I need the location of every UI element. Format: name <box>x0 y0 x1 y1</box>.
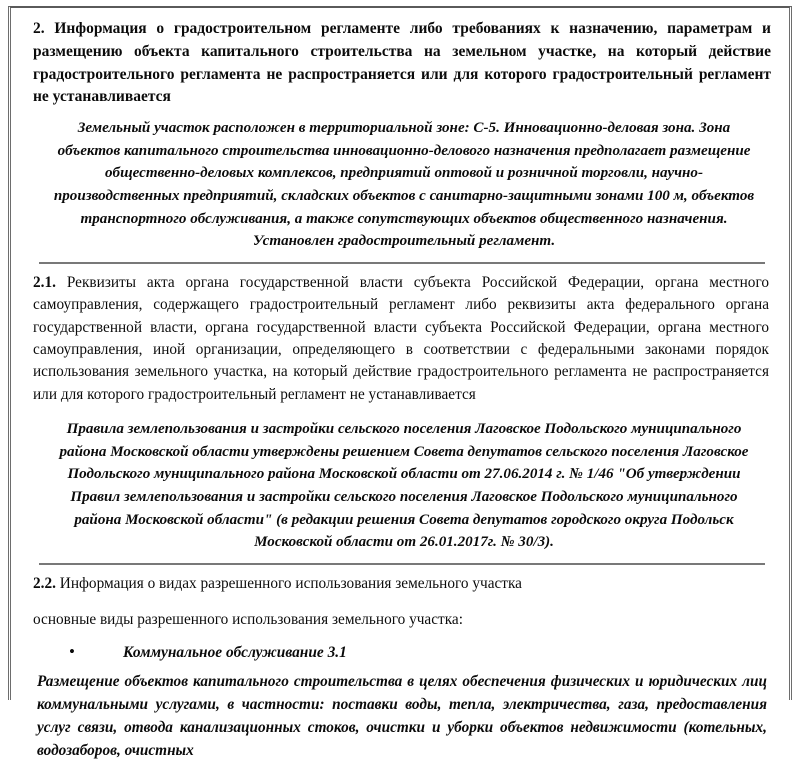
section-2-2-heading-text: Информация о видах разрешенного использования земельного участка <box>55 574 522 592</box>
section-divider-2 <box>39 563 765 565</box>
section-2-1-paragraph <box>33 272 769 406</box>
permitted-use-title: Коммунальное обслуживание 3.1 <box>123 644 347 662</box>
section-2-heading: 2. Информация о градостроительном регламенте либо требованиях к назначению, параметрам и размещению объекта капитального строительства на земельном участке, на который действие градостроительного регламента не распространяется или для которого градостроительный регламент не устанавливается <box>33 20 771 106</box>
bullet-icon: • <box>69 642 75 662</box>
document-page-frame <box>8 6 792 760</box>
section-2-1-text: Реквизиты акта органа государственной власти субъекта Российской Федерации, органа местного самоуправления, содержащего градостроительный регламент либо реквизиты акта федерального органа государственной власти, органа государственной власти субъекта Российской Федерации, органа местного самоуправления, иной организации, определяющего в соответствии с федеральными законами порядок использования земельного участка, на который действие градостроительного регламента не распространяется или для которого градостроительный регламент не устанавливается <box>33 273 769 403</box>
section-2-2-intro: основные виды разрешенного использования земельного участка: <box>33 611 463 629</box>
section-divider-1 <box>39 262 765 264</box>
section-2-1-number: 2.1. <box>33 273 56 291</box>
document-body <box>11 8 789 760</box>
section-2-1-regulation-citation: Правила землепользования и застройки сельского поселения Лаговское Подольского муниципального района Московской области утверждены решением Совета депутатов сельского поселения Лаговское Подольского муниципального района Московской области от 27.06.2014 г. № 1/46 "Об утверждении Правил землепользования и застройки сельского поселения Лаговское Подольского муниципального района Московской области" (в редакции решения Совета депутатов городского округа Подольск Московской области от 26.01.2017г. № 30/3). <box>59 420 749 551</box>
permitted-use-description: Размещение объектов капитального строительства в целях обеспечения физических и юридических лиц коммунальными услугами, в частности: поставки воды, тепла, электричества, газа, предоставления услуг связи, отвода канализационных стоков, очистки и уборки объектов недвижимости (котельных, водозаборов, очистных <box>37 673 767 760</box>
section-2-2-number: 2.2. <box>33 574 56 592</box>
section-2-2-heading-row <box>33 573 769 595</box>
section-2-zoning-description: Земельный участок расположен в территориальной зоне: С-5. Инновационно-деловая зона. Зона объектов капитального строительства инновационно-делового назначения предполагает размещение общественно-деловых комплексов, предприятий оптовой и розничной торговли, научно-производственных предприятий, складских объектов с санитарно-защитными зонами 100 м, объектов транспортного обслуживания, а также сопутствующих объектов общественного назначения. Установлен градостроительный регламент. <box>53 120 755 250</box>
permitted-use-list-item <box>33 640 771 665</box>
